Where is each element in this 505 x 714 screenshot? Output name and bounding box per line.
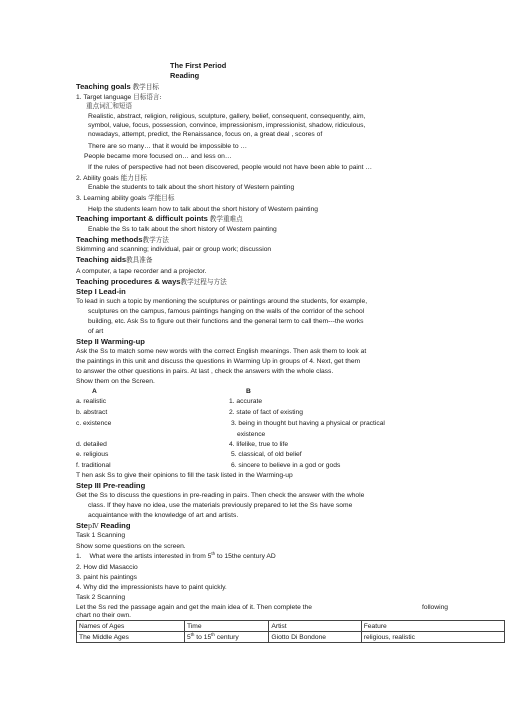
step4-heading — [76, 522, 130, 531]
table-row — [77, 632, 505, 643]
goal-2-text: 2. Ability goals — [76, 175, 119, 182]
question-1-text-b: to 15the century AD — [215, 553, 276, 560]
match-right-5: 5. classical, of old belief — [231, 451, 302, 458]
match-left-a: a. realistic — [76, 398, 107, 405]
match-left-c: c. existence — [76, 420, 112, 427]
table-header-cell: Artist — [269, 621, 361, 632]
time-part-a: 5 — [186, 633, 191, 641]
step4-heading-a: Ste — [76, 521, 88, 530]
step2-after: T hen ask Ss to give their opinions to fill the task listed in the Warming-up — [76, 472, 293, 479]
table-header-cell: Feature — [361, 621, 504, 632]
goal-3-text: 3. Learning ability goals — [76, 195, 147, 202]
task2-following: following — [422, 604, 449, 611]
goal-2-cn: 能力目标 — [120, 174, 147, 182]
goals-heading — [76, 83, 159, 92]
question-3: 3. paint his paintings — [76, 574, 137, 581]
points-heading-cn: 教学重难点 — [209, 215, 243, 223]
phrase-2: People became more focused on… and less on… — [84, 153, 232, 160]
goal-1-text: 1. Target language — [76, 94, 132, 101]
task1-intro: Show some questions on the screen. — [76, 543, 186, 550]
ages-table — [76, 620, 505, 643]
table-header-row — [77, 621, 505, 632]
time-sup-1: th — [190, 631, 195, 637]
step3-heading: Step III Pre-reading — [76, 481, 146, 490]
match-left-f: f. traditional — [76, 462, 111, 469]
goal-2-desc: Enable the students to talk about the short history of Western painting — [88, 184, 295, 191]
points-heading-text: Teaching important & difficult points — [76, 214, 208, 223]
question-4: 4. Why did the impressionists have to paint quickly. — [76, 584, 227, 591]
phrase-1: There are so many… that it would be impossible to … — [88, 143, 248, 150]
step1-line-1: To lead in such a topic by mentioning the sculptures or paintings around the students, for example, — [76, 298, 368, 305]
vocab-line-1: Realistic, abstract, religion, religious, sculpture, gallery, belief, consequent, consequently, aim, — [88, 113, 366, 120]
points-text: Enable the Ss to talk about the short history of Western painting — [88, 226, 277, 233]
title-line-2: Reading — [170, 71, 200, 80]
time-part-c: century — [214, 633, 239, 641]
goal-3-cn: 学能目标 — [148, 194, 175, 202]
match-right-3-continued: existence — [237, 431, 266, 438]
points-heading — [76, 215, 243, 224]
goal-3 — [76, 194, 175, 203]
goal-2 — [76, 174, 147, 183]
goal-3-desc: Help the students learn how to talk about the short history of Western painting — [88, 206, 318, 213]
step2-line-2: the paintings in this unit and discuss the questions in Warming Up in groups of 4. Next, get them — [76, 358, 361, 365]
goal-1-cn: 目标语言: — [133, 93, 162, 101]
aids-heading — [76, 256, 152, 265]
aids-text: A computer, a tape recorder and a projector. — [76, 268, 207, 275]
step1-line-2: sculptures on the campus, famous paintings hanging on the walls of the corridor of the school — [88, 308, 365, 315]
table-cell-time — [184, 632, 268, 643]
step1-heading: Step I Lead-in — [76, 287, 126, 296]
match-right-2: 2. state of fact of existing — [229, 409, 303, 416]
question-1 — [76, 550, 276, 561]
vocab-line-2: symbol, value, focus, possession, convince, impressionism, impressionist, shadow, ridiculous, — [88, 122, 366, 129]
question-2: 2. How did Masaccio — [76, 564, 138, 571]
procedures-heading-text: Teaching procedures & ways — [76, 277, 181, 286]
step4-heading-b: Reading — [100, 521, 131, 530]
step3-line-2: class. If they have no idea, use the materials previously prepared to let the Ss have some — [88, 502, 353, 509]
methods-heading-text: Teaching methods — [76, 235, 143, 244]
table-header-cell: Names of Ages — [77, 621, 185, 632]
step2-line-1: Ask the Ss to match some new words with the correct English meanings. Then ask them to look at — [76, 348, 367, 355]
phrase-3: If the rules of perspective had not been discovered, people would not have been able to paint … — [88, 164, 373, 171]
match-column-a-header: A — [92, 388, 97, 395]
match-left-b: b. abstract — [76, 409, 108, 416]
match-left-d: d. detailed — [76, 441, 107, 448]
goal-1-sub-cn: 重点词汇和短语 — [86, 102, 133, 110]
table-header-cell: Time — [184, 621, 268, 632]
task2-label: Task 2 Scanning — [76, 594, 126, 601]
step3-line-1: Get the Ss to discuss the questions in pre-reading in pairs. Then check the answer with the whole — [76, 492, 365, 499]
step2-heading: Step II Warming-up — [76, 337, 145, 346]
match-right-4: 4. lifelike, true to life — [229, 441, 289, 448]
step3-line-3: acquaintance with the knowledge of art and artists. — [88, 512, 239, 519]
procedures-heading-cn: 教学过程与方法 — [180, 278, 227, 286]
match-left-e: e. religious — [76, 451, 109, 458]
step2-line-3: to answer the other questions in pairs. At last , check the answers with the whole class. — [76, 368, 334, 375]
step4-heading-roman: pⅣ — [87, 522, 99, 530]
table-cell-age: The Middle Ages — [77, 632, 185, 643]
question-1-sup: th — [211, 550, 216, 556]
vocab-line-3: nowadays, attempt, predict, the Renaissance, focus on, a great deal , scores of — [88, 131, 323, 138]
time-sup-2: th — [211, 631, 215, 637]
question-1-num: 1. — [76, 553, 82, 560]
methods-text: Skimming and scanning; individual, pair or group work; discussion — [76, 246, 272, 253]
task2-line-1: Let the Ss red the passage again and get the main idea of it. Then complete the — [76, 604, 312, 611]
match-right-1: 1. accurate — [229, 398, 263, 405]
time-part-b: to 15 — [194, 633, 212, 641]
step1-line-3: building, etc. Ask Ss to figure out their functions and the general term to call them---the works — [88, 318, 364, 325]
goal-1 — [76, 93, 162, 102]
aids-heading-text: Teaching aids — [76, 255, 127, 264]
step1-line-4: of art — [88, 328, 104, 335]
table-cell-artist: Giotto Di Bondone — [269, 632, 361, 643]
goals-heading-cn: 教学目标 — [132, 83, 159, 91]
procedures-heading — [76, 278, 227, 287]
aids-heading-cn: 教具准备 — [126, 256, 153, 264]
title-line-1: The First Period — [170, 61, 227, 70]
methods-heading-cn: 教学方法 — [142, 236, 169, 244]
task1-label: Task 1 Scanning — [76, 532, 126, 539]
question-1-text-a: What were the artists interested in from 5 — [89, 553, 212, 560]
match-column-b-header: B — [246, 388, 251, 395]
match-right-3: 3. being in thought but having a physical or practical — [231, 420, 385, 427]
task2-line-2: chart no their own. — [76, 612, 132, 619]
methods-heading — [76, 236, 169, 245]
table-cell-feature: religious, realistic — [361, 632, 504, 643]
goals-heading-text: Teaching goals — [76, 82, 131, 91]
match-right-6: 6. sincere to believe in a god or gods — [231, 462, 341, 469]
step2-line-4: Show them on the Screen. — [76, 378, 155, 385]
